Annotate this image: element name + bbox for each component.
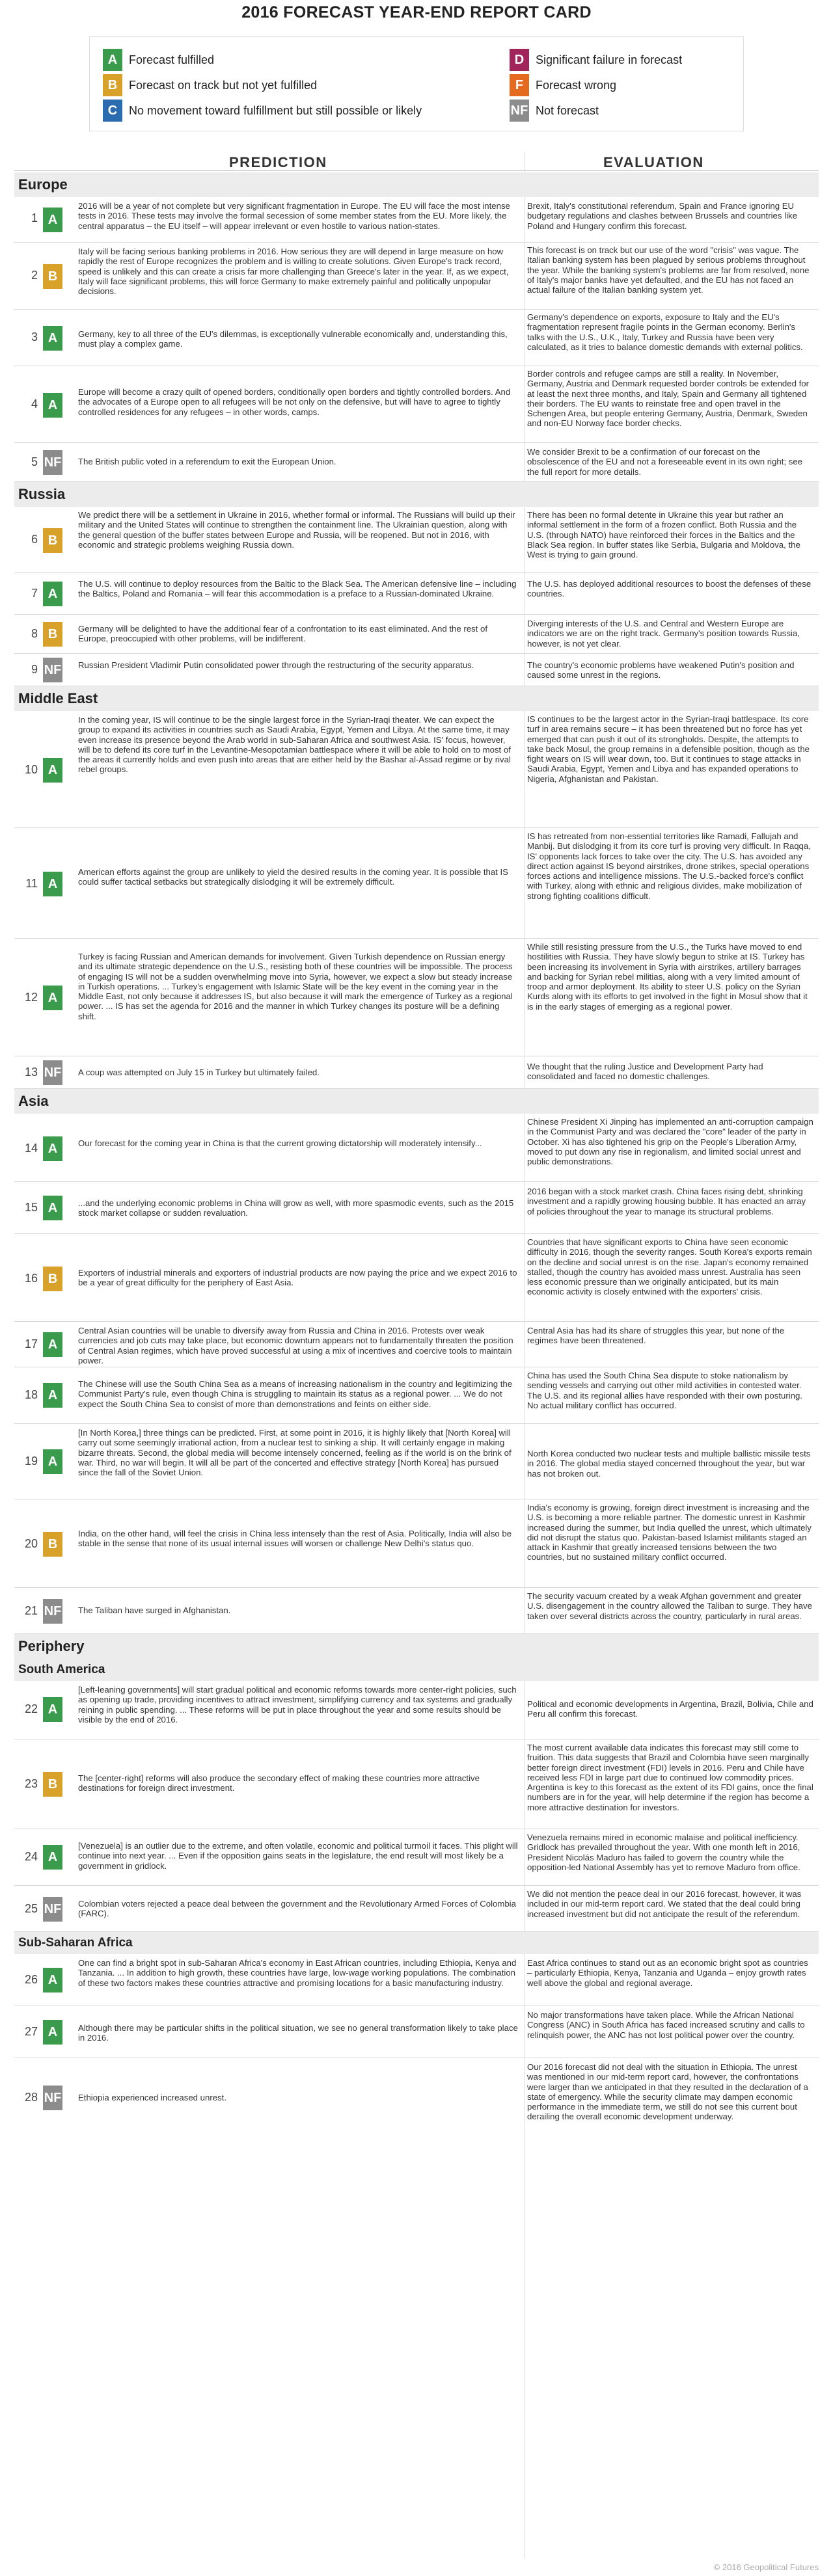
grade-badge: NF [43,1599,62,1624]
section-europe: Europe [14,172,819,197]
row-number: 13 [24,1066,38,1079]
legend-item-c [103,100,422,122]
legend-label: Forecast on track but not yet fulfilled [129,78,318,92]
prediction-text: The British public voted in a referendum to exit the European Union. [78,457,336,466]
evaluation-text: This forecast is on track but our use of the word "crisis" was vague. The Italian banking system has been plagued by serious problems throughout the year. While the banking system's problems are far from resolved, none of Italy's major banks have yet defaulted, and the EU has not faced an actual failure of the Italian banking system yet. [527,245,810,295]
row-number: 11 [25,877,38,890]
table-row [14,1424,819,1499]
row-number: 12 [24,991,38,1004]
evaluation-text: The most current available data indicates this forecast may still come to fruition. This data suggests that Brazil and Colombia have seen marginally better foreign direct investment (FDI) levels in 2016. Peru and Chile have received less FDI in large part due to continued low commodity prices. Argentina is key to this forecast as the extent of its FDI gains, once the final numbers are in for the year, will help determine if the region has become a more attractive destination for investors. [527,1743,813,1812]
row-number: 26 [24,1973,38,1986]
row-number: 9 [31,663,38,676]
legend-label: Not forecast [536,103,599,117]
prediction-text: 2016 will be a year of not complete but very significant fragmentation in Europe. The EU will face the most intense tests in 2016. These tests may involve the formal secession of some member states from the EU. More likely, the central apparatus – the EU itself – will appear irrelevant or even hostile to various nation-states. [78,201,510,231]
row-number: 15 [24,1201,38,1214]
evaluation-text: Political and economic developments in Argentina, Brazil, Bolivia, Chile and Peru all confirm this forecast. [527,1699,813,1719]
prediction-text: Central Asian countries will be unable to diversify away from Russia and China in 2016. Protests over weak currencies and job cuts may take place, but economic downturn appears not to fundamentally threaten the position of Central Asian regimes, which have proved successful at using a mix of incentives and coercive tools to maintain power. [78,1326,513,1365]
row-number: 27 [24,2025,38,2038]
prediction-text: [Left-leaning governments] will start gradual political and economic reforms towards more center-right policies, such as opening up trade, providing incentives to attract investment, simplifying currency and tax systems and gradually reining in public spending. ... These reforms will be put in place throughout the year and some results should be visible by the end of 2016. [78,1685,517,1724]
grade-badge: B [43,622,62,647]
table-row [14,1499,819,1588]
prediction-text: Russian President Vladimir Putin consolidated power through the restructuring of the security apparatus. [78,660,474,670]
prediction-text: Although there may be particular shifts in the political situation, we see no general transformation likely to take place in 2016. [78,2023,518,2043]
grade-badge-nf: NF [510,100,529,122]
table-row [14,654,819,686]
table-row [14,1954,819,2006]
row-number: 14 [24,1142,38,1155]
prediction-text: Our forecast for the coming year in China is that the current growing dictatorship will moderately intensify... [78,1138,482,1148]
grade-badge: A [43,1968,62,1992]
legend-item-b [103,74,422,96]
grade-badge: B [43,528,62,553]
grade-badge-a: A [103,49,122,71]
table-row [14,1322,819,1367]
row-number: 6 [31,533,38,546]
prediction-text: [In North Korea,] three things can be predicted. First, at some point in 2016, it is highly likely that [North Korea] will carry out some seemingly irrational action, from a nuclear test to sinking a ship. It will certainly engage in making bizarre threats. Second, the global media will become intensely concerned, feeling as if the world is on the brink of war. Third, no war will begin. It will all be part of the concerted and effective strategy [North Korea] has pursued since the fall of the Soviet Union. [78,1428,512,1478]
evaluation-text: Brexit, Italy's constitutional referendum, Spain and France ignoring EU budgetary regulations and clashes between Brussels and countries like Poland and Hungary confirm this forecast. [527,201,797,231]
evaluation-text: There has been no formal detente in Ukraine this year but rather an informal settlement in the form of a frozen conflict. Both Russia and the U.S. (through NATO) have reinforced their forces in the Baltics and the Black Sea region. In buffer states like Serbia, Bulgaria and Moldova, the West is trying to gain ground. [527,510,800,560]
grade-badge: NF [43,1060,62,1085]
grade-badge: B [43,1532,62,1557]
grade-badge: A [43,208,62,232]
prediction-text: The U.S. will continue to deploy resources from the Baltic to the Black Sea. The American defensive line – including the Baltics, Poland and Romania – will fear this accommodation is a preface to a Russian-dominated Ukraine. [78,579,517,599]
legend-item-d [510,49,682,71]
evaluation-text: Diverging interests of the U.S. and Central and Western Europe are indicators we are on the right track. Germany's position towards Russia, however, is not yet clear. [527,619,800,649]
grade-badge: A [43,1332,62,1357]
evaluation-text: East Africa continues to stand out as an economic bright spot as countries – particularly Ethiopia, Kenya, Tanzania and Uganda – enjoy growth rates well above the global and regional average. [527,1958,808,1988]
evaluation-text: India's economy is growing, foreign direct investment is increasing and the U.S. is becoming a more reliable partner. The domestic unrest in Kashmir increased during the summer, but India quelled the unrest, which ultimately did not disrupt the status quo. Pakistan-based Islamist militants staged an attack in Kashmir that greatly increased tensions between the two countries, but no sustained military conflict occurred. [527,1503,812,1563]
prediction-text: The [center-right] reforms will also produce the secondary effect of making these countries more attractive destinations for foreign direct investment. [78,1773,480,1793]
grade-badge: B [43,1267,62,1291]
evaluation-text: Our 2016 forecast did not deal with the situation in Ethiopia. The unrest was mentioned in our mid-term report card, however, the confrontations were larger than we anticipated in that they resulted in the declaration of a state of emergency. While the security climate may dampen economic performance in the immediate term, we still do not see this current bout derailing the overall economic development underway. [527,2062,808,2122]
row-number: 3 [31,330,38,343]
prediction-text: Colombian voters rejected a peace deal between the government and the Revolutionary Armed Forces of Colombia (FARC). [78,1899,516,1919]
legend-item-nf [510,100,682,122]
table-row [14,573,819,615]
grade-badge: A [43,1383,62,1408]
table-row [14,2006,819,2058]
legend-label: Forecast fulfilled [129,53,215,66]
grade-badge: A [43,1449,62,1474]
page-title: 2016 FORECAST YEAR-END REPORT CARD [241,3,592,21]
prediction-text: One can find a bright spot in sub-Saharan Africa's economy in East African countries, including Ethiopia, Kenya and Tanzania. ... In addition to high growth, these countries have large, low-wage working populations. The combination of these two factors makes these countries attractive and promising locations for a basic manufacturing industry. [78,1958,517,1988]
row-number: 24 [24,1850,38,1863]
prediction-text: India, on the other hand, will feel the crisis in China less intensely than the rest of Asia. Politically, India will also be stable in the sense that none of its usual internal issues will worsen or challenge New Delhi's status quo. [78,1529,512,1549]
prediction-text: [Venezuela] is an outlier due to the extreme, and often volatile, economic and political turmoil it faces. This plight will continue into next year. ... Even if the opposition gains seats in the legislature, the end result will most likely be a government in gridlock. [78,1841,518,1871]
evaluation-text: Border controls and refugee camps are still a reality. In November, Germany, Austria and Denmark requested border controls be extended for at least the next three months, and Italy, Spain and Germany all tightened their borders. The EU wants to reinstate free and open travel in the Schengen Area, but people entering Germany, Austria, Denmark, Sweden and non-EU Norway face border checks. [527,369,809,429]
grade-badge: A [43,1136,62,1161]
prediction-text: A coup was attempted on July 15 in Turkey but ultimately failed. [78,1067,320,1077]
prediction-text: Germany will be delighted to have the additional fear of a confrontation to its east eliminated. And the rest of Europe, preoccupied with other problems, will be indifferent. [78,624,487,644]
table-row [14,615,819,654]
prediction-text: Ethiopia experienced increased unrest. [78,2093,226,2102]
evaluation-text: No major transformations have taken place. While the African National Congress (ANC) in South Africa has faced increased scrutiny and calls to relinquish power, the ANC has not lost political power over the country. [527,2010,805,2040]
grade-badge: B [43,264,62,289]
evaluation-text: Countries that have significant exports to China have seen economic difficulty in 2016, though the severity ranges. South Korea's exports remain on the decline and social unrest is on the rise. Japan's economy remained stalled, though the country has avoided mass unrest. Australia has seen less economic pressure than we originally anticipated, but its main economic activity is closely entwined with the exporters' crisis. [527,1237,812,1297]
evaluation-text: While still resisting pressure from the U.S., the Turks have moved to end hostilities with Russia. They have slowly begun to strike at IS. Turkey has been increasing its involvement in Syria with airstrikes, artillery barrages and backing for Syrian rebel militias, along with a very limited amount of troop and armor deployment. Its ability to steer U.S. policy on the Syrian Kurds along with its efforts to get involved in the fight in Mosul show that it is in the early stages of emerging as a regional power. [527,942,808,1012]
grade-badge: A [43,582,62,606]
evaluation-text: We consider Brexit to be a confirmation of our forecast on the obsolescence of the EU and not a foreseeable event in its own right; see the full report for more details. [527,447,802,477]
prediction-header: PREDICTION [229,154,327,170]
legend-column-left [103,49,422,125]
grade-badge: A [43,1697,62,1722]
row-number: 19 [24,1455,38,1468]
grade-badge: A [43,393,62,418]
prediction-text: ...and the underlying economic problems in China will grow as well, with more spasmodic events, such as the 2015 stock market collapse or sudden revaluation. [78,1198,514,1218]
prediction-text: The Taliban have surged in Afghanistan. [78,1605,231,1615]
evaluation-text: IS continues to be the largest actor in the Syrian-Iraqi battlespace. Its core turf in area remains secure – it has been threatened but no force has yet emerged that can push it out of its strongholds. Despite, the attempts to take back Mosul, the group remains in a defensible position, though as the fight wears on IS will wear down, too. But it continues to stage attacks in Saudi Arabia, Egypt, Yemen and Libya and has expanded operations to Nigeria, Afghanistan and Pakistan. [527,714,810,784]
grade-badge: A [43,758,62,783]
copyright-footer: © 2016 Geopolitical Futures [713,2562,819,2572]
row-number: 17 [24,1337,38,1350]
prediction-text: In the coming year, IS will continue to be the single largest force in the Syrian-Iraqi theater. We can expect the group to expand its activities in countries such as Saudi Arabia, Egypt, Yemen and Libya. At the same time, it may even increase its presence beyond the Arab world in sub-Saharan Africa and southwest Asia. IS' focus, however, will be to defend its core turf in the Levantine-Mesopotamian battlespace where it will be able to hold on to most of the areas it currently holds and even push into areas that are either held by the Bashar al-Assad regime or by rival rebel groups. [78,715,511,775]
table-row [14,443,819,482]
table-row [14,1182,819,1234]
row-number: 25 [24,1902,38,1915]
grade-badge-f: F [510,74,529,96]
legend-item-a [103,49,422,71]
table-row [14,1114,819,1182]
grade-badge: A [43,326,62,351]
legend-label: No movement toward fulfillment but still possible or likely [129,103,422,117]
grade-badge-d: D [510,49,529,71]
row-number: 22 [24,1702,38,1715]
table-row [14,1739,819,1829]
grade-badge: NF [43,2086,62,2110]
table-row [14,1829,819,1886]
prediction-text: American efforts against the group are unlikely to yield the desired results in the coming year. It is possible that IS could suffer tactical setbacks but strategically dislodging it will be extremely difficult. [78,867,508,887]
section-russia: Russia [14,482,819,507]
evaluation-text: Germany's dependence on exports, exposure to Italy and the EU's fragmentation represent fragile points in the German economy. Berlin's talks with the U.S., U.K., Italy, Turkey and Russia have been very calculated, as it tries to balance domestic demands with external politics. [527,312,803,352]
grade-badge: NF [43,1897,62,1922]
table-row [14,2058,819,2136]
grade-badge: A [43,2020,62,2045]
prediction-text: Europe will become a crazy quilt of opened borders, conditionally open borders and tightly controlled borders. And the advocates of a Europe open to all refugees will be not only on the defensive, but will have to agree to tightly controlled residences for any refugees – in other words, camps. [78,387,511,417]
table-row [14,711,819,828]
evaluation-text: The U.S. has deployed additional resources to boost the defenses of these countries. [527,579,812,599]
evaluation-text: 2016 began with a stock market crash. China faces rising debt, shrinking investment and a rapidly growing housing bubble. It has enacted an array of policies throughout the year to manage its structural problems. [527,1187,806,1216]
table-row [14,197,819,243]
row-number: 2 [31,269,38,282]
grade-badge: A [43,1845,62,1870]
prediction-text: Italy will be facing serious banking problems in 2016. How serious they are will depend in large measure on how rapidly the rest of Europe recognizes the problem and is willing to create solutions. Given Europe's track record, speed is unlikely and this can create a crisis far more challenging than Greece's later in the year. If, as we expect, Italy will face significant problems, this will force Germany to make extremely painful and politically unpopular decisions. [78,247,509,297]
evaluation-text: Venezuela remains mired in economic malaise and political inefficiency. Gridlock has prevailed throughout the year. With one month left in 2016, President Nicolás Maduro has failed to govern the country while the opposition-led National Assembly has yet to remove Maduro from office. [527,1832,800,1872]
legend-label: Forecast wrong [536,78,617,92]
grade-badge-b: B [103,74,122,96]
legend [89,36,744,131]
table-row [14,828,819,939]
grade-badge: NF [43,658,62,682]
evaluation-text: The security vacuum created by a weak Afghan government and greater U.S. disengagement in the country allowed the Taliban to surge. They have taken over several districts across the country, particularly in rural areas. [527,1591,812,1621]
row-number: 18 [24,1388,38,1401]
evaluation-text: We thought that the ruling Justice and Development Party had consolidated and faced no domestic challenges. [527,1062,763,1082]
row-number: 8 [31,627,38,640]
legend-item-f [510,74,682,96]
column-headers [14,152,819,171]
legend-label: Significant failure in forecast [536,53,683,66]
grade-badge: A [43,1196,62,1220]
row-number: 10 [24,763,38,776]
row-number: 23 [24,1777,38,1790]
evaluation-text: North Korea conducted two nuclear tests and multiple ballistic missile tests in 2016. The global media stayed concerned throughout the year, but war has not broken out. [527,1449,811,1479]
evaluation-text: We did not mention the peace deal in our 2016 forecast, however, it was included in our mid-term report card. We stated that the deal could bring increased investment but did not anticipate the result of the referendum. [527,1889,802,1919]
grade-badge: A [43,986,62,1010]
row-number: 7 [31,587,38,600]
table-row [14,366,819,443]
prediction-text: Germany, key to all three of the EU's dilemmas, is exceptionally vulnerable economically and, understanding this, must play a complex game. [78,329,508,349]
grade-badge-c: C [103,100,122,122]
row-number: 16 [24,1272,38,1285]
grade-badge: B [43,1772,62,1797]
prediction-text: Turkey is facing Russian and American demands for involvement. Given Turkish dependence on Russian energy and its ultimate strategic dependence on the U.S., resisting both of these countries will be impossible. The process of engaging IS will not be a sudden overwhelming move into Syria, however, we expect a slow but steady increase in Turkish operations. ... Turkey's engagement with Islamic State will be the key event in the coming year in the Middle East, not only because it addresses IS, but also because it will mark the emergence of Turkey as a regional power. ... IS has set the agenda for 2016 and the manner in which Turkey changes its posture will be a defining shift. [78,952,513,1021]
table-row [14,1367,819,1424]
table-row [14,507,819,573]
section-south-america: South America [14,1659,819,1681]
table-row [14,1588,819,1634]
row-number: 5 [31,455,38,468]
evaluation-text: The country's economic problems have weakened Putin's position and caused some unrest in the regions. [527,660,795,680]
table-row [14,1886,819,1932]
row-number: 21 [24,1604,38,1617]
evaluation-text: IS has retreated from non-essential territories like Ramadi, Fallujah and Manbij. But dislodging it from its core turf is proving very difficult. In Raqqa, IS' opponents lack forces to take over the city. The U.S. has avoided any direct action against IS beyond airstrikes, drone strikes, special operations forces actions and intelligence missions. The U.S.-backed force's conflict with Turkey, along with ethnic and religious divides, make mobilization of strong fighting coalitions difficult. [527,831,811,901]
evaluation-header: EVALUATION [603,154,704,170]
table-row [14,1234,819,1322]
row-number: 28 [24,2091,38,2104]
table-row [14,1681,819,1739]
table-row [14,243,819,310]
evaluation-text: Central Asia has had its share of struggles this year, but none of the regimes have been threatened. [527,1326,785,1346]
section-middle-east: Middle East [14,686,819,711]
prediction-text: The Chinese will use the South China Sea as a means of increasing nationalism in the country and legitimizing the Communist Party's rule, even though China is struggling to maintain its status as a regional power. ... We do not expect the South China Sea to consist of more than demonstrations and feints on either side. [78,1379,513,1409]
table-row [14,1056,819,1089]
prediction-text: Exporters of industrial minerals and exporters of industrial products are now paying the price and we expect 2016 to be a year of great difficulty for the periphery of East Asia. [78,1268,517,1288]
evaluation-text: Chinese President Xi Jinping has implemented an anti-corruption campaign in the Communist Party and was declared the "core" leader of the party in October. Xi has also tightened his grip on the People's Liberation Army, moved to put down any rise in regionalism, and limited social unrest and public demonstrations. [527,1117,813,1167]
row-number: 20 [24,1537,38,1550]
grade-badge: A [43,872,62,896]
table-row [14,310,819,366]
section-periphery: Periphery [14,1634,819,1659]
row-number: 1 [31,211,38,224]
prediction-text: We predict there will be a settlement in Ukraine in 2016, whether formal or informal. The Russians will build up their military and the United States will continue to strengthen the containment line. The Ukrainian question, along with the general question of the buffer states between Europe and Russia, will be reopened. But not in 2016, with economic and strategic problems weighing Russia down. [78,510,515,550]
table-row [14,939,819,1056]
section-asia: Asia [14,1089,819,1114]
legend-column-right [510,49,682,125]
row-number: 4 [31,397,38,410]
report-table [14,172,819,2136]
grade-badge: NF [43,450,62,475]
section-sub-saharan-africa: Sub-Saharan Africa [14,1932,819,1954]
evaluation-text: China has used the South China Sea dispute to stoke nationalism by sending vessels and carrying out other mild activities in contested water. The U.S. and its regional allies have responded with their own posturing. No actual military conflict has occurred. [527,1371,802,1410]
